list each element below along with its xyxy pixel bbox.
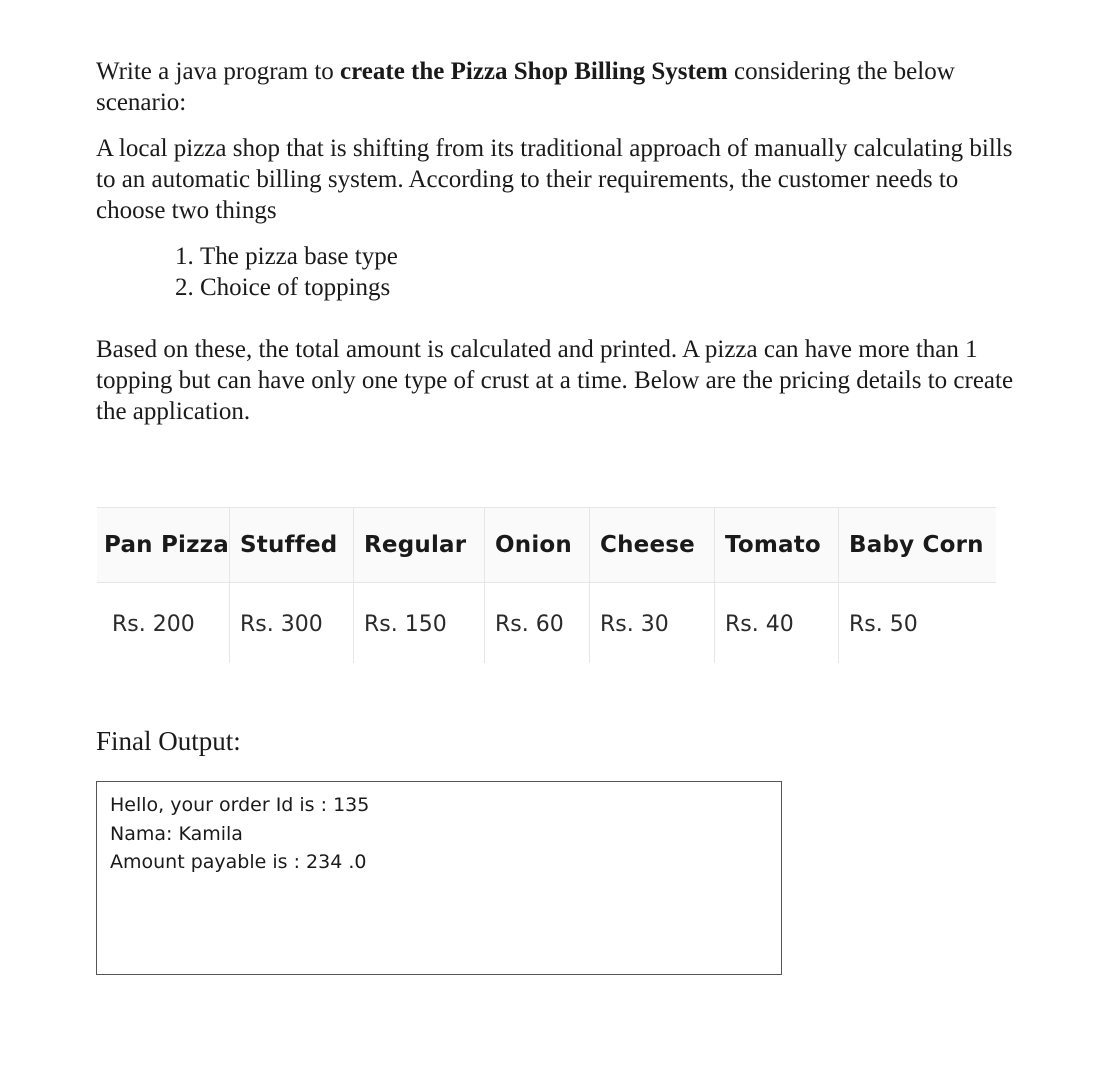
requirement-item: 2. Choice of toppings [200,272,398,303]
intro-suffix: considering the below scenario: [96,58,955,116]
basis-paragraph: Based on these, the total amount is calculated and printed. A pizza can have more than 1 topping but can have only one type of crust at a time. Below are the pricing details to create the application. [96,336,1014,425]
final-output-label: Final Output: [96,726,241,756]
header-regular: Regular [354,508,485,583]
intro-bold: create the Pizza Shop Billing System [340,58,728,85]
intro-paragraph [96,56,1026,118]
price-baby-corn: Rs. 50 [849,612,918,638]
header-tomato: Tomato [715,508,839,583]
output-line-order-id: Hello, your order Id is : 135 [110,794,370,816]
header-pan-pizza: Pan Pizza [97,508,230,583]
requirements-list [96,241,398,303]
pricing-header-row [97,508,996,583]
price-cheese: Rs. 30 [590,583,715,663]
scenario-paragraph: A local pizza shop that is shifting from its traditional approach of manually calculating bills to an automatic billing system. According to their requirements, the customer needs to choose two things [96,135,1013,224]
price-stuffed: Rs. 300 [230,583,354,663]
header-cheese: Cheese [590,508,715,583]
price-onion: Rs. 60 [485,583,590,663]
pricing-value-row [97,583,996,663]
output-line-name: Nama: Kamila [110,822,243,845]
header-baby-corn: Baby Corn [849,532,984,558]
output-line-amount: Amount payable is : 234 .0 [110,851,367,873]
intro-prefix: Write a java program to [96,58,341,85]
pricing-table [97,507,996,663]
header-onion: Onion [485,508,590,583]
price-regular: Rs. 150 [354,583,485,663]
price-tomato: Rs. 40 [715,583,839,663]
price-pan-pizza: Rs. 200 [97,583,230,663]
requirement-item: 1. The pizza base type [200,241,398,272]
header-stuffed: Stuffed [230,508,354,583]
final-output-box [96,781,782,975]
